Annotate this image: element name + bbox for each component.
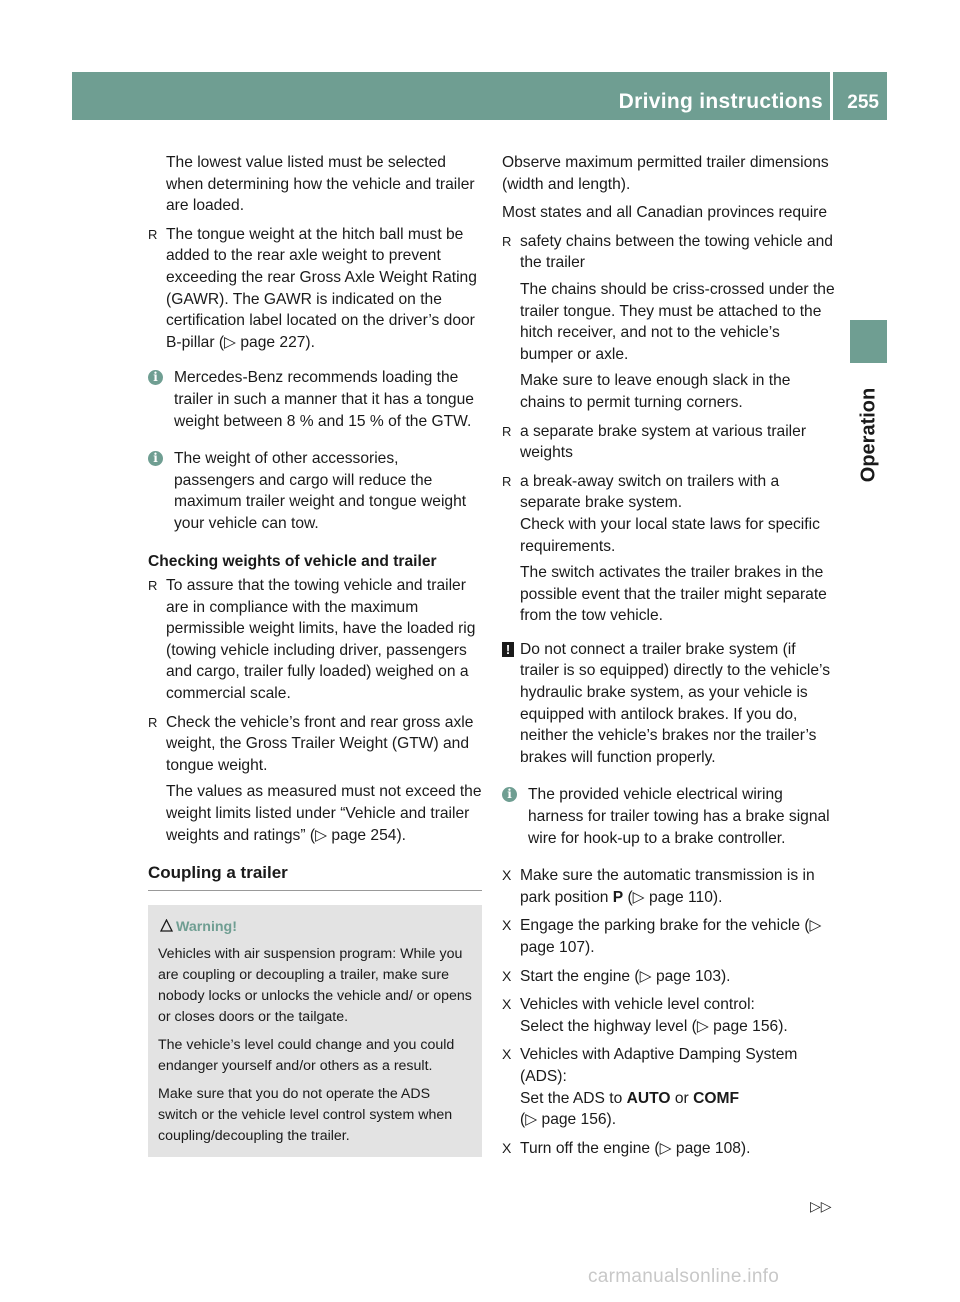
info-note-text: The provided vehicle electrical wiring harness for trailer towing has a brake signal wire for hook-up to a brake controller. — [528, 786, 830, 847]
bullet-item — [502, 471, 836, 627]
bullet-marker: R — [502, 233, 512, 249]
caution-text: Do not connect a trailer brake system (if trailer is so equipped) directly to the vehicle’s hydraulic brake system, as your vehicle is equipped with antilock brakes. If you do, neither the vehicle’s brakes nor the trailer’s brakes will function properly. — [520, 640, 831, 766]
step-text: Start the engine (▷ page 103). — [520, 967, 731, 985]
step-text: Make sure the automatic transmission is in park position — [520, 867, 815, 906]
bullet-subtext: The values as measured must not exceed the weight limits listed under “Vehicle and trailer weights and ratings” (▷ page 254). — [166, 783, 482, 844]
warning-header — [158, 917, 472, 938]
step-text: (▷ page 156). — [520, 1111, 617, 1129]
page-number: 255 — [847, 92, 879, 113]
section-heading: Coupling a trailer — [148, 863, 288, 883]
info-note — [148, 448, 482, 534]
paragraph: Observe maximum permitted trailer dimensions (width and length). — [502, 154, 829, 193]
bullet-item — [148, 224, 482, 354]
watermark: carmanualsonline.info — [588, 1266, 780, 1287]
bullet-item — [148, 712, 482, 847]
warning-paragraph: Vehicles with air suspension program: While you are coupling or decoupling a trailer, make sure nobody locks or unlocks the vehicle and/ or opens or closes doors or the tailgate. — [158, 945, 472, 1025]
bullet-marker: R — [148, 714, 158, 730]
info-note-text: The weight of other accessories, passengers and cargo will reduce the maximum trailer weight and tongue weight your vehicle can tow. — [174, 450, 467, 532]
step-text: (▷ page 110). — [623, 888, 723, 906]
paragraph: Most states and all Canadian provinces require — [502, 204, 828, 222]
step-arrow-icon: X — [502, 917, 512, 934]
page-section-title: Driving instructions — [618, 90, 823, 113]
right-column — [502, 152, 836, 1166]
info-note — [148, 367, 482, 432]
side-chapter-text: Operation — [857, 387, 879, 483]
section-rule — [148, 890, 482, 891]
step-arrow-icon: X — [502, 867, 512, 884]
header-divider — [830, 72, 833, 120]
step-text: or — [670, 1089, 694, 1107]
info-icon: i — [502, 787, 517, 802]
step-text: Turn off the engine (▷ page 108). — [520, 1139, 751, 1157]
instruction-step — [502, 1138, 836, 1160]
subheading: Checking weights of vehicle and trailer — [148, 552, 437, 570]
bullet-subtext: Make sure to leave enough slack in the chains to permit turning corners. — [520, 372, 791, 411]
instruction-step — [502, 865, 836, 908]
bullet-continuation: Check with your local state laws for specific requirements. — [520, 515, 820, 555]
bullet-item — [502, 421, 836, 464]
bullet-item — [502, 231, 836, 414]
step-line — [520, 1088, 836, 1110]
instruction-step — [502, 994, 836, 1037]
bullet-marker: R — [502, 473, 512, 489]
exclamation-icon: ! — [502, 642, 514, 657]
warning-triangle-icon — [160, 919, 173, 932]
ads-mode-auto: AUTO — [626, 1089, 671, 1107]
bullet-item — [148, 575, 482, 705]
header-bar — [72, 72, 887, 120]
step-text: Vehicles with Adaptive Damping System (ADS): — [520, 1046, 798, 1085]
step-arrow-icon: X — [502, 1046, 512, 1063]
bullet-text: To assure that the towing vehicle and trailer are in compliance with the maximum permissible weight limits, have the loaded rig (towing vehicle including driver, passengers and cargo, trailer fully loaded) weighed on a commercial scale. — [166, 577, 476, 703]
side-chapter-label — [850, 370, 887, 500]
info-note — [502, 784, 836, 849]
bullet-marker: R — [148, 226, 158, 242]
intro-paragraph: The lowest value listed must be selected when determining how the vehicle and trailer are loaded. — [166, 154, 475, 215]
bullet-text: a break-away switch on trailers with a separate brake system. — [520, 472, 780, 512]
warning-paragraph: Make sure that you do not operate the ADS switch or the vehicle level control system when coupling/decoupling the trailer. — [158, 1085, 453, 1144]
bullet-text: a separate brake system at various trailer weights — [520, 422, 807, 462]
bullet-subtext: The switch activates the trailer brakes in the possible event that the trailer might separate from the tow vehicle. — [520, 564, 827, 625]
step-arrow-icon: X — [502, 967, 512, 984]
info-icon: i — [148, 451, 163, 466]
step-arrow-icon: X — [502, 996, 512, 1013]
step-text: Engage the parking brake for the vehicle (▷ page 107). — [520, 917, 822, 956]
warning-title: Warning! — [176, 918, 237, 935]
bullet-text: safety chains between the towing vehicle and the trailer — [520, 232, 833, 272]
caution-note — [502, 639, 836, 769]
step-text: Select the highway level (▷ page 156). — [520, 1017, 788, 1035]
warning-paragraph: The vehicle’s level could change and you could endanger yourself and/or others as a result. — [158, 1036, 455, 1074]
ads-mode-comf: COMF — [693, 1089, 739, 1107]
bullet-marker: R — [502, 423, 512, 439]
instruction-step — [502, 966, 836, 988]
info-note-text: Mercedes-Benz recommends loading the trailer in such a manner that it has a tongue weight between 8 % and 15 % of the GTW. — [174, 369, 474, 430]
side-tab-marker — [850, 320, 887, 363]
step-arrow-icon: X — [502, 1139, 512, 1156]
step-text: Set the ADS to — [520, 1089, 627, 1107]
step-text: Vehicles with vehicle level control: — [520, 996, 755, 1014]
gear-position-label: P — [612, 888, 624, 906]
warning-box — [148, 905, 482, 1157]
bullet-marker: R — [148, 578, 158, 594]
continue-arrows-icon: ▷▷ — [810, 1198, 832, 1214]
instruction-step — [502, 1044, 836, 1130]
instruction-step — [502, 915, 836, 958]
bullet-subtext: The chains should be criss-crossed under the trailer tongue. They must be attached to the hitch receiver, and not to the vehicle’s bumper or axle. — [520, 280, 835, 363]
bullet-text: The tongue weight at the hitch ball must be added to the rear axle weight to prevent exceeding the rear Gross Axle Weight Rating (GAWR). The GAWR is indicated on the certification label located on the driver’s door B-pillar (▷ page 227). — [166, 225, 477, 351]
info-icon: i — [148, 370, 163, 385]
left-column — [148, 152, 482, 1157]
bullet-text: Check the vehicle’s front and rear gross axle weight, the Gross Trailer Weight (GTW) and tongue weight. — [166, 713, 474, 774]
